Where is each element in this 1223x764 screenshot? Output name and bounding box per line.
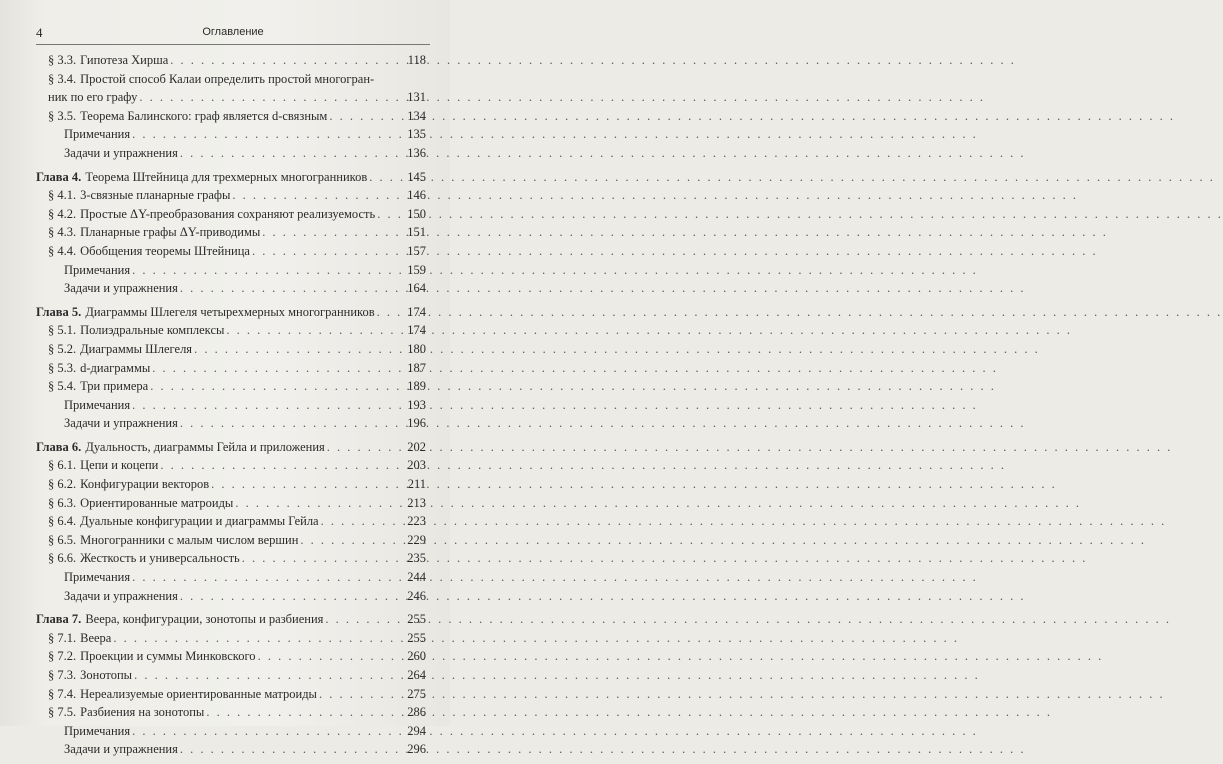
entry-title: d-диаграммы — [80, 360, 151, 375]
entry-title: Обобщения теоремы Штейница — [80, 243, 250, 258]
chapter-block — [36, 51, 426, 163]
chapter-page: 202 — [407, 439, 426, 454]
entry-number: § 3.3. — [48, 53, 77, 67]
chapter-number: Глава 5. — [36, 304, 82, 319]
entry-title: Конфигурации векторов — [80, 477, 210, 492]
dot-leader — [180, 740, 404, 759]
entry-number: § 3.5. — [48, 108, 77, 123]
entry-title: Примечания — [64, 127, 131, 142]
entry-number: § 7.2. — [48, 649, 77, 664]
entry-title: Разбиения на зонотопы — [80, 705, 205, 720]
entry-number: § 3.4. — [48, 71, 77, 86]
entry-title: Задачи и упражнения — [64, 145, 178, 160]
entry-number: § 5.2. — [48, 341, 77, 356]
entry-page: 264 — [407, 668, 426, 682]
dot-leader — [235, 494, 404, 513]
dot-leader — [369, 168, 404, 187]
toc-entry — [36, 205, 426, 224]
toc-entry — [36, 703, 426, 722]
toc-entry — [36, 629, 426, 648]
entry-page: 260 — [407, 649, 426, 664]
entry-page: 211 — [407, 477, 426, 492]
toc-entry — [36, 414, 426, 433]
dot-leader — [327, 438, 404, 457]
entry-number: § 6.6. — [48, 551, 77, 566]
toc-entry — [36, 722, 426, 741]
chapter-number: Глава 6. — [36, 439, 82, 454]
dot-leader — [150, 377, 404, 396]
entry-number: § 6.4. — [48, 514, 77, 529]
toc-entry — [36, 186, 426, 205]
entry-page: 174 — [407, 323, 426, 338]
dot-leader — [377, 205, 404, 224]
toc-entry — [36, 456, 426, 475]
entry-title: Ориентированные матроиды — [80, 495, 234, 510]
dot-leader — [170, 51, 404, 70]
entry-number: § 6.1. — [48, 458, 77, 473]
toc-entry — [36, 144, 426, 163]
toc-entry-line — [48, 88, 426, 107]
toc-entry — [36, 587, 426, 606]
entry-page: 131 — [407, 90, 426, 105]
chapter-block — [36, 438, 426, 605]
dot-leader — [226, 321, 404, 340]
document-page — [0, 0, 450, 757]
dot-leader — [160, 456, 404, 475]
entry-number: § 7.3. — [48, 668, 77, 682]
dot-leader — [132, 722, 404, 741]
entry-page: 187 — [407, 360, 426, 375]
entry-number: § 5.3. — [48, 360, 77, 375]
dot-leader — [321, 512, 404, 531]
chapter-block — [36, 168, 426, 298]
entry-page: 136 — [407, 145, 426, 160]
dot-leader — [132, 396, 404, 415]
entry-number: § 7.1. — [48, 630, 77, 645]
entry-title: Задачи и упражнения — [64, 742, 178, 757]
entry-title: Простой способ Калаи определить простой многогран- — [80, 71, 375, 86]
entry-title: Простые ΔY-преобразования сохраняют реализуемость — [80, 206, 376, 221]
entry-title: Цепи и коцепи — [80, 458, 159, 473]
entry-title: 3-связные планарные графы — [80, 188, 231, 203]
entry-title: Примечания — [64, 262, 131, 277]
entry-title: Задачи и упражнения — [64, 588, 178, 603]
entry-page: 164 — [407, 281, 426, 296]
entry-title: Примечания — [64, 397, 131, 412]
entry-title: Веера — [80, 630, 112, 645]
entry-page: 159 — [407, 262, 426, 277]
chapter-block — [36, 303, 426, 433]
entry-number: § 5.4. — [48, 379, 77, 394]
dot-leader — [206, 703, 404, 722]
entry-page: 244 — [407, 570, 426, 585]
entry-page: 146 — [407, 188, 426, 203]
toc-entry — [36, 647, 426, 666]
entry-page: 134 — [407, 108, 426, 123]
dot-leader — [377, 303, 404, 322]
entry-title-continued: ник по его графу — [48, 90, 138, 105]
entry-page: 246 — [407, 588, 426, 603]
entry-page: 193 — [407, 397, 426, 412]
dot-leader — [252, 242, 404, 261]
dot-leader — [132, 125, 404, 144]
toc-entry — [36, 512, 426, 531]
toc-entry — [36, 261, 426, 280]
entry-page: 255 — [407, 630, 426, 645]
chapter-page: 145 — [407, 169, 426, 184]
toc-entry — [36, 685, 426, 704]
entry-page: 189 — [407, 379, 426, 394]
dot-leader — [132, 261, 404, 280]
entry-number: § 4.2. — [48, 206, 77, 221]
dot-leader — [232, 186, 404, 205]
chapter-block — [36, 610, 426, 759]
dot-leader — [139, 88, 404, 107]
dot-leader — [180, 414, 404, 433]
toc-entry — [36, 549, 426, 568]
entry-page: 229 — [407, 532, 426, 547]
entry-page: 294 — [407, 723, 426, 738]
table-of-contents — [36, 51, 426, 764]
entry-page: 196 — [407, 416, 426, 431]
entry-number: § 4.4. — [48, 243, 77, 258]
entry-page: 275 — [407, 686, 426, 701]
dot-leader — [180, 144, 404, 163]
toc-entry — [36, 340, 426, 359]
chapter-number: Глава 7. — [36, 612, 82, 627]
entry-title: Задачи и упражнения — [64, 416, 178, 431]
entry-title: Многогранники с малым числом вершин — [80, 532, 299, 547]
toc-entry — [36, 242, 426, 261]
entry-page: 135 — [407, 127, 426, 142]
toc-entry — [36, 70, 426, 107]
dot-leader — [258, 647, 404, 666]
dot-leader — [329, 107, 404, 126]
entry-number: § 5.1. — [48, 323, 77, 338]
toc-entry-line — [48, 70, 426, 89]
entry-title: Проекции и суммы Минковского — [80, 649, 256, 664]
entry-page: 150 — [407, 206, 426, 221]
dot-leader — [180, 587, 404, 606]
dot-leader — [132, 568, 404, 587]
dot-leader — [325, 610, 404, 629]
page-header — [36, 24, 430, 45]
entry-number: § 7.4. — [48, 686, 77, 701]
entry-title: Жесткость и универсальность — [80, 551, 240, 566]
dot-leader — [134, 666, 404, 685]
entry-page: 286 — [407, 705, 426, 720]
entry-title: Дуальные конфигурации и диаграммы Гейла — [80, 514, 319, 529]
entry-title: Примечания — [64, 570, 131, 585]
chapter-heading — [36, 168, 426, 187]
chapter-title: Дуальность, диаграммы Гейла и приложения — [85, 439, 325, 454]
dot-leader — [194, 340, 404, 359]
chapter-title: Веера, конфигурации, зонотопы и разбиения — [85, 612, 324, 627]
dot-leader — [242, 549, 404, 568]
chapter-title: Диаграммы Шлегеля четырехмерных многогранников — [85, 304, 375, 319]
entry-page: 235 — [407, 551, 426, 566]
toc-entry — [36, 223, 426, 242]
dot-leader — [152, 359, 404, 378]
entry-title: Нереализуемые ориентированные матроиды — [80, 686, 317, 701]
entry-page: 213 — [407, 495, 426, 510]
chapter-heading — [36, 438, 426, 457]
dot-leader — [262, 223, 404, 242]
dot-leader — [300, 531, 404, 550]
dot-leader — [180, 279, 404, 298]
dot-leader — [211, 475, 404, 494]
entry-number: § 6.2. — [48, 477, 77, 492]
chapter-heading — [36, 303, 426, 322]
toc-entry — [36, 740, 426, 759]
entry-page: 223 — [407, 514, 426, 529]
entry-number: § 6.5. — [48, 532, 77, 547]
entry-title: Примечания — [64, 723, 131, 738]
chapter-title: Теорема Штейница для трехмерных многогранников — [85, 169, 368, 184]
entry-page: 296 — [407, 742, 426, 757]
entry-title: Теорема Балинского: граф является d-связным — [80, 108, 328, 123]
entry-number: § 4.1. — [48, 188, 77, 203]
entry-title: Полиэдральные комплексы — [80, 323, 225, 338]
toc-entry — [36, 377, 426, 396]
toc-entry — [36, 279, 426, 298]
toc-entry — [36, 666, 426, 685]
entry-number: § 4.3. — [48, 225, 77, 240]
entry-title: Планарные графы ΔY-приводимы — [80, 225, 261, 240]
entry-title: Зонотопы — [80, 668, 133, 682]
running-title: Оглавление — [202, 26, 264, 38]
entry-page: 203 — [407, 458, 426, 473]
entry-number: § 6.3. — [48, 495, 77, 510]
toc-entry — [36, 321, 426, 340]
page-number: 4 — [36, 25, 43, 40]
chapter-page: 255 — [407, 612, 426, 627]
chapter-heading — [36, 610, 426, 629]
toc-entry — [36, 51, 426, 70]
toc-entry — [36, 531, 426, 550]
entry-page: 180 — [407, 341, 426, 356]
entry-number: § 7.5. — [48, 705, 77, 720]
chapter-page: 174 — [407, 304, 426, 319]
chapter-number: Глава 4. — [36, 169, 82, 184]
toc-entry — [36, 125, 426, 144]
entry-title: Задачи и упражнения — [64, 281, 178, 296]
toc-entry — [36, 568, 426, 587]
entry-page: 118 — [407, 53, 426, 67]
toc-entry — [36, 494, 426, 513]
entry-title: Гипотеза Хирша — [80, 53, 169, 67]
entry-page: 157 — [407, 243, 426, 258]
entry-page: 151 — [407, 225, 426, 240]
toc-entry — [36, 359, 426, 378]
entry-title: Три примера — [80, 379, 149, 394]
toc-entry — [36, 475, 426, 494]
dot-leader — [319, 685, 404, 704]
entry-title: Диаграммы Шлегеля — [80, 341, 193, 356]
dot-leader — [113, 629, 404, 648]
toc-entry — [36, 396, 426, 415]
toc-entry — [36, 107, 426, 126]
